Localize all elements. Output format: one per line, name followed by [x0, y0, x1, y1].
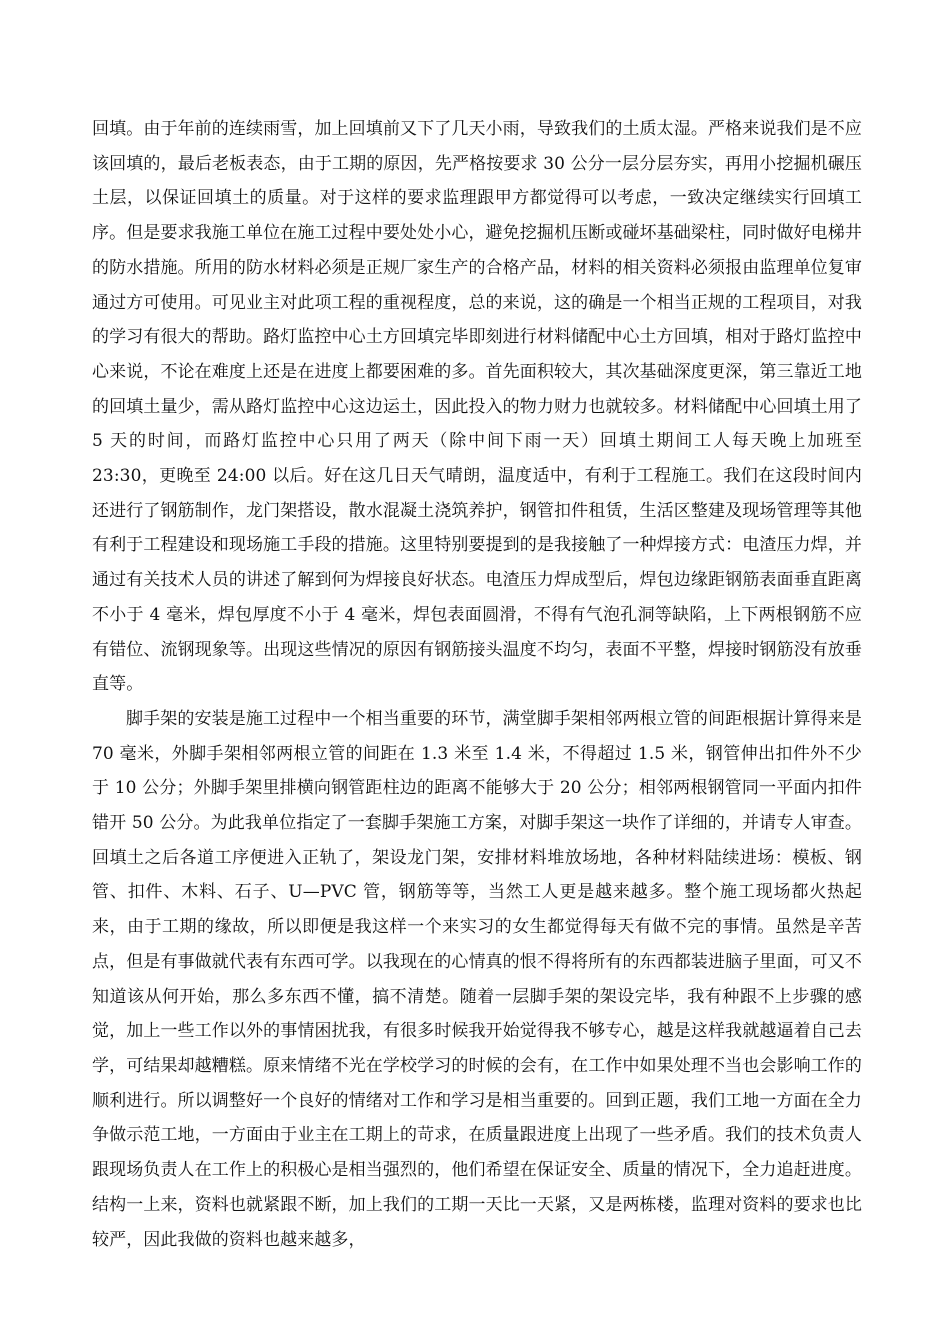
paragraph-scaffolding: 脚手架的安装是施工过程中一个相当重要的环节，满堂脚手架相邻两根立管的间距根据计算得来是 70 毫米，外脚手架相邻两根立管的间距在 1.3 米至 1.4 米，不得超过 1.5 米，钢管伸出扣件外不少于 10 公分；外脚手架里排横向钢管距柱边的距离不能够大于 20 公分；相邻两根钢管同一平面内扣件错开 50 公分。为此我单位指定了一套脚手架施工方案，对脚手架这一块作了详细的，并请专人审查。回填土之后各道工序便进入正轨了，架设龙门架，安排材料堆放场地，各种材料陆续进场：模板、钢管、扣件、木料、石子、U—PVC 管，钢筋等等，当然工人更是越来越多。整个施工现场都火热起来，由于工期的缘故，所以即便是我这样一个来实习的女生都觉得每天有做不完的事情。虽然是辛苦点，但是有事做就代表有东西可学。以我现在的心情真的恨不得将所有的东西都装进脑子里面，可又不知道该从何开始，那么多东西不懂，搞不清楚。随着一层脚手架的架设完毕，我有种跟不上步骤的感觉，加上一些工作以外的事情困扰我，有很多时候我开始觉得我不够专心，越是这样我就越逼着自己去学，可结果却越糟糕。原来情绪不光在学校学习的时候的会有，在工作中如果处理不当也会影响工作的顺利进行。所以调整好一个良好的情绪对工作和学习是相当重要的。回到正题，我们工地一方面在全力争做示范工地，一方面由于业主在工期上的苛求，在质量跟进度上出现了一些矛盾。我们的技术负责人跟现场负责人在工作上的积极心是相当强烈的，他们希望在保证安全、质量的情况下，全力追赶进度。结构一上来，资料也就紧跟不断，加上我们的工期一天比一天紧，又是两栋楼，监理对资料的要求也比较严，因此我做的资料也越来越多， [92, 708, 862, 1250]
document-body [92, 112, 862, 1257]
paragraph-backfill: 回填。由于年前的连续雨雪，加上回填前又下了几天小雨，导致我们的土质太湿。严格来说我们是不应该回填的，最后老板表态，由于工期的原因，先严格按要求 30 公分一层分层夯实，再用小挖掘机碾压土层，以保证回填土的质量。对于这样的要求监理跟甲方都觉得可以考虑，一致决定继续实行回填工序。但是要求我施工单位在施工过程中要处处小心，避免挖掘机压断或碰坏基础梁柱，同时做好电梯井的防水措施。所用的防水材料必须是正规厂家生产的合格产品，材料的相关资料必须报由监理单位复审通过方可使用。可见业主对此项工程的重视程度，总的来说，这的确是一个相当正规的工程项目，对我的学习有很大的帮助。路灯监控中心土方回填完毕即刻进行材料储配中心土方回填，相对于路灯监控中心来说，不论在难度上还是在进度上都要困难的多。首先面积较大，其次基础深度更深，第三靠近工地的回填土量少，需从路灯监控中心这边运土，因此投入的物力财力也就较多。材料储配中心回填土用了 5 天的时间，而路灯监控中心只用了两天（除中间下雨一天）回填土期间工人每天晚上加班至 23:30，更晚至 24:00 以后。好在这几日天气晴朗，温度适中，有利于工程施工。我们在这段时间内还进行了钢筋制作，龙门架搭设，散水混凝土浇筑养护，钢管扣件租赁，生活区整建及现场管理等其他有利于工程建设和现场施工手段的措施。这里特别要提到的是我接触了一种焊接方式：电渣压力焊，并通过有关技术人员的讲述了解到何为焊接良好状态。电渣压力焊成型后，焊包边缘距钢筋表面垂直距离不小于 4 毫米，焊包厚度不小于 4 毫米，焊包表面圆滑，不得有气泡孔洞等缺陷，上下两根钢筋不应有错位、流钢现象等。出现这些情况的原因有钢筋接头温度不均匀，表面不平整，焊接时钢筋没有放垂直等。 [92, 119, 862, 695]
